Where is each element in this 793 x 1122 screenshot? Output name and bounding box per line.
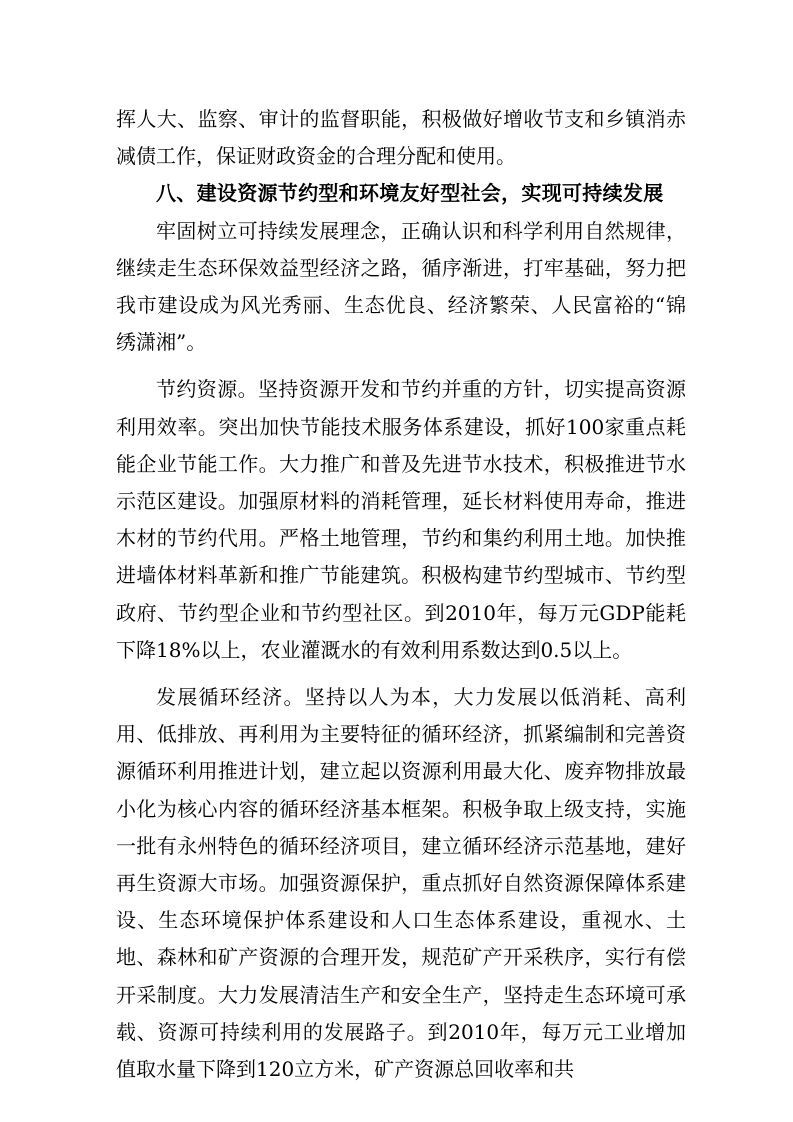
paragraph-circular-economy: 发展循环经济。坚持以人为本，大力发展以低消耗、高利用、低排放、再利用为主要特征的循环经济，抓紧编制和完善资源循环利用推进计划，建立起以资源利用最大化、废弃物排放最小化为核心内容的循环经济基本框架。积极争取上级支持，实施一批有永州特色的循环经济项目，建立循环经济示范基地，建好再生资源大市场。加强资源保护，重点抓好自然资源保障体系建设、生态环境保护体系建设和人口生态体系建设，重视水、土地、森林和矿产资源的合理开发，规范矿产开采秩序，实行有偿开采制度。大力发展清洁生产和安全生产，坚持走生态环境可承载、资源可持续利用的发展路子。到2010年，每万元工业增加值取水量下降到120立方米，矿产资源总回收率和共	[116, 685, 686, 1082]
paragraph-gap	[116, 361, 686, 371]
section-heading: 八、建设资源节约型和环境友好型社会，实现可持续发展	[156, 181, 664, 206]
paragraph-save-resources: 节约资源。坚持资源开发和节约并重的方针，切实提高资源利用效率。突出加快节能技术服务体系建设，抓好100家重点耗能企业节能工作。大力推广和普及先进节水技术，积极推进节水示范区建设。加强原材料的消耗管理，延长材料使用寿命，推进木材的节约代用。严格土地管理，节约和集约利用土地。加快推进墙体材料革新和推广节能建筑。积极构建节约型城市、节约型政府、节约型企业和节约型社区。到2010年，每万元GDP能耗下降18%以上，农业灌溉水的有效利用系数达到0.5以上。	[116, 377, 686, 662]
paragraph-continuation: 挥人大、监察、审计的监督职能，积极做好增收节支和乡镇消赤减债工作，保证财政资金的合理分配和使用。	[116, 107, 686, 169]
paragraph-gap	[116, 669, 686, 679]
paragraph-intro: 牢固树立可持续发展理念，正确认识和科学利用自然规律，继续走生态环保效益型经济之路，循序渐进，打牢基础，努力把我市建设成为风光秀丽、生态优良、经济繁荣、人民富裕的“锦绣潇湘”。	[116, 218, 686, 355]
document-page	[116, 101, 686, 1088]
